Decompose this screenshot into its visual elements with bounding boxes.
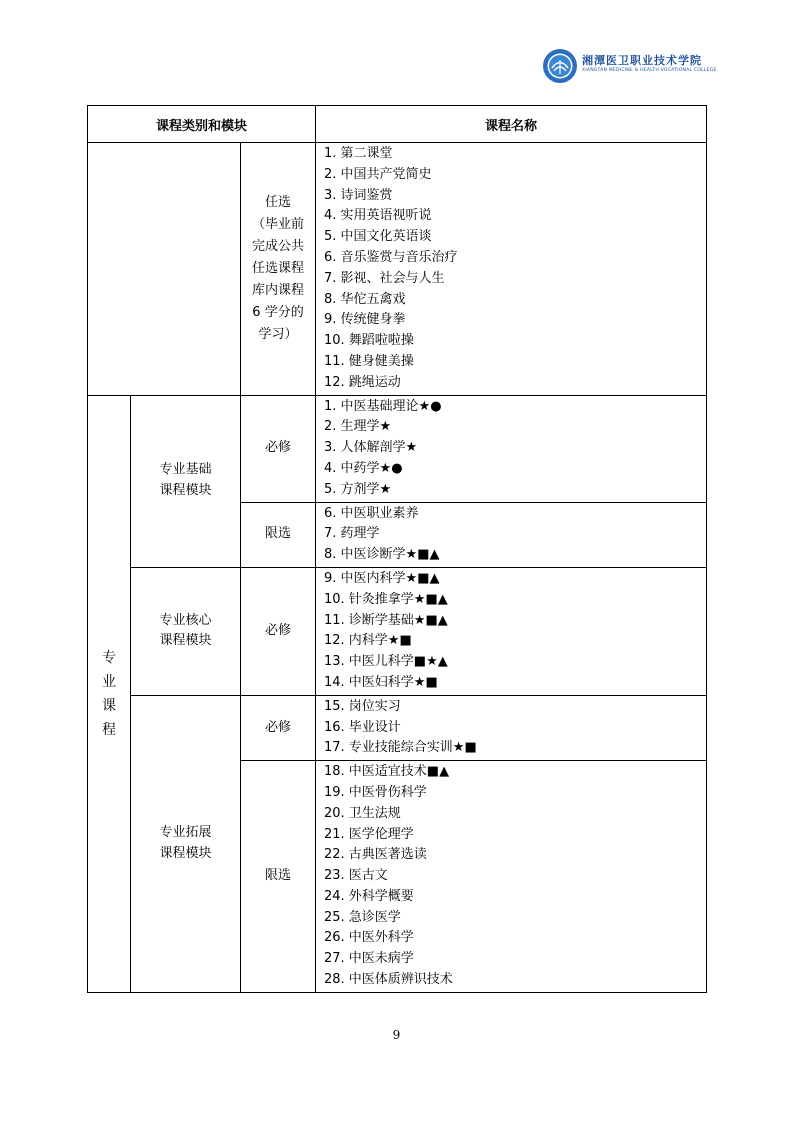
course-item: 12. 内科学★■ [324, 633, 412, 649]
foundation-limited-courses [316, 502, 707, 567]
extension-limited-courses [316, 761, 707, 993]
course-item: 5. 方剂学★ [324, 481, 392, 497]
course-item: 1. 中医基础理论★● [324, 398, 442, 414]
extension-module-label: 专业拓展 课程模块 [131, 695, 241, 992]
public-category-cell [88, 143, 241, 396]
public-elective-label: 任选 （毕业前 完成公共 任选课程 库内课程 6 学分的 学习） [241, 143, 316, 396]
course-item: 6. 中医职业素养 [324, 505, 419, 521]
course-item: 25. 急诊医学 [324, 909, 401, 925]
course-item: 9. 传统健身拳 [324, 312, 406, 328]
extension-limited-label: 限选 [241, 761, 316, 993]
course-item: 11. 健身健美操 [324, 353, 414, 369]
course-item: 24. 外科学概要 [324, 888, 414, 904]
header-course-name: 课程名称 [316, 106, 707, 143]
course-item: 14. 中医妇科学★■ [324, 674, 438, 690]
course-item: 10. 针灸推拿学★■▲ [324, 591, 448, 607]
course-item: 4. 中药学★● [324, 460, 403, 476]
professional-course-label: 专 业 课 程 [88, 395, 131, 992]
foundation-required-courses [316, 395, 707, 502]
course-item: 20. 卫生法规 [324, 805, 401, 821]
course-item: 10. 舞蹈啦啦操 [324, 333, 414, 349]
course-item: 17. 专业技能综合实训★■ [324, 740, 477, 756]
course-item: 15. 岗位实习 [324, 698, 401, 714]
course-item: 21. 医学伦理学 [324, 826, 414, 842]
college-emblem-icon [542, 48, 578, 84]
course-item: 13. 中医儿科学■★▲ [324, 654, 448, 670]
foundation-limited-label: 限选 [241, 502, 316, 567]
course-item: 28. 中医体质辨识技术 [324, 972, 453, 988]
course-item: 8. 华佗五禽戏 [324, 291, 406, 307]
college-name: 湘潭医卫职业技术学院 [582, 54, 702, 67]
public-elective-courses [316, 143, 707, 396]
course-item: 2. 中国共产党简史 [324, 166, 432, 182]
course-item: 22. 古典医著选读 [324, 847, 427, 863]
course-item: 1. 第二课堂 [324, 146, 393, 161]
course-item: 6. 音乐鉴赏与音乐治疗 [324, 249, 458, 265]
course-item: 16. 毕业设计 [324, 719, 401, 735]
college-name-en: XIANGTAN MEDICINE & HEALTH VOCATIONAL COLLEGE [582, 68, 717, 73]
course-item: 26. 中医外科学 [324, 930, 414, 946]
course-item: 12. 跳绳运动 [324, 374, 401, 390]
course-item: 23. 医古文 [324, 868, 388, 884]
course-item: 7. 影视、社会与人生 [324, 270, 445, 286]
college-logo [540, 46, 720, 86]
course-item: 27. 中医未病学 [324, 951, 414, 967]
foundation-module-label: 专业基础 课程模块 [131, 395, 241, 567]
course-item: 11. 诊断学基础★■▲ [324, 612, 448, 628]
course-item: 18. 中医适宜技术■▲ [324, 764, 450, 780]
course-item: 9. 中医内科学★■▲ [324, 570, 440, 586]
course-item: 3. 诗词鉴赏 [324, 187, 393, 203]
core-required-courses [316, 567, 707, 695]
page-number: 9 [392, 1028, 401, 1042]
core-module-label: 专业核心 课程模块 [131, 567, 241, 695]
foundation-required-label: 必修 [241, 395, 316, 502]
course-item: 3. 人体解剖学★ [324, 440, 418, 456]
course-item: 2. 生理学★ [324, 419, 392, 435]
extension-required-label: 必修 [241, 695, 316, 760]
extension-required-courses [316, 695, 707, 760]
course-item: 8. 中医诊断学★■▲ [324, 547, 440, 563]
course-item: 4. 实用英语视听说 [324, 208, 432, 224]
course-table [87, 105, 707, 993]
core-required-label: 必修 [241, 567, 316, 695]
course-item: 7. 药理学 [324, 526, 380, 542]
header-category: 课程类别和模块 [88, 106, 316, 143]
course-item: 19. 中医骨伤科学 [324, 784, 427, 800]
course-item: 5. 中国文化英语谈 [324, 229, 432, 245]
